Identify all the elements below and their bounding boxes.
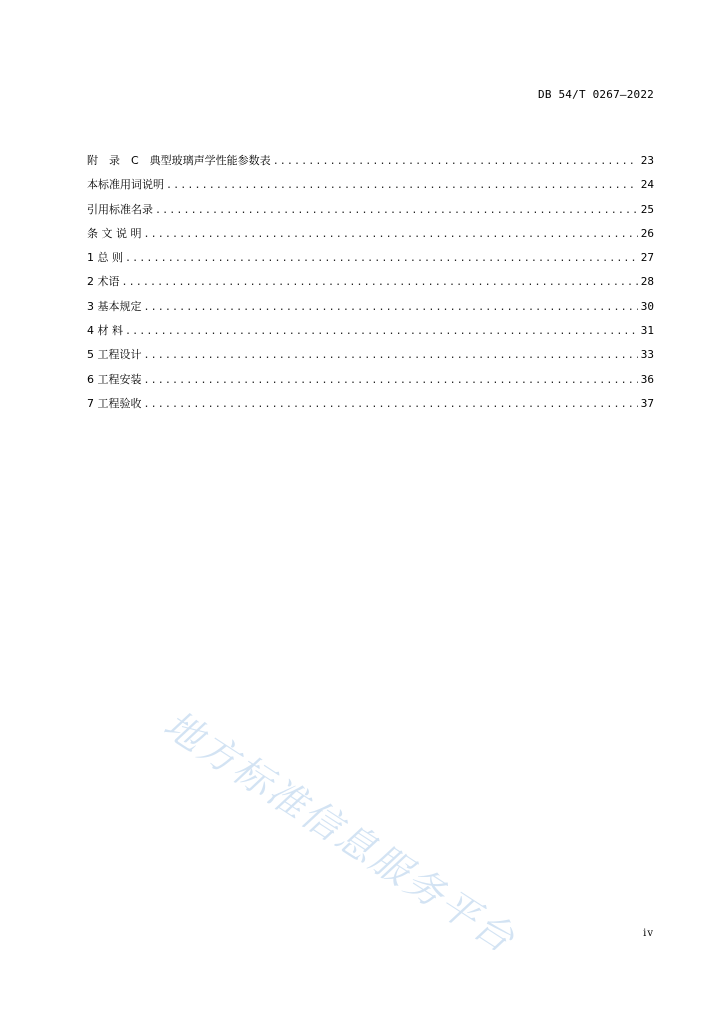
toc-entry-title: 4 材 料 bbox=[87, 324, 123, 338]
toc-entry-page: 24 bbox=[640, 178, 654, 192]
toc-leader-dots bbox=[144, 372, 639, 390]
toc-entry-title: 引用标准名录 bbox=[87, 202, 153, 216]
toc-entry[interactable] bbox=[87, 201, 654, 225]
toc-entry-title: 本标准用词说明 bbox=[87, 178, 164, 192]
table-of-contents bbox=[87, 152, 654, 419]
toc-entry-title: 5 工程设计 bbox=[87, 348, 142, 362]
watermark: 地方标准信息服务平台 bbox=[156, 701, 524, 963]
toc-leader-dots bbox=[125, 250, 638, 268]
toc-leader-dots bbox=[166, 177, 638, 195]
toc-leader-dots bbox=[122, 274, 639, 292]
toc-leader-dots bbox=[144, 347, 639, 365]
toc-entry-page: 31 bbox=[640, 324, 654, 338]
toc-entry-page: 28 bbox=[640, 275, 654, 289]
toc-entry-title: 1 总 则 bbox=[87, 251, 123, 265]
toc-leader-dots bbox=[144, 226, 639, 244]
toc-entry-page: 37 bbox=[640, 396, 654, 410]
document-code-header: DB 54/T 0267—2022 bbox=[538, 88, 654, 101]
toc-entry[interactable] bbox=[87, 249, 654, 273]
toc-entry-title: 3 基本规定 bbox=[87, 299, 142, 313]
toc-leader-dots bbox=[155, 202, 638, 220]
toc-entry-title: 7 工程验收 bbox=[87, 396, 142, 410]
toc-entry[interactable] bbox=[87, 152, 654, 176]
toc-entry[interactable] bbox=[87, 176, 654, 200]
toc-entry-title: 条 文 说 明 bbox=[87, 226, 142, 240]
toc-entry[interactable] bbox=[87, 225, 654, 249]
toc-entry-page: 26 bbox=[640, 226, 654, 240]
page-number: iv bbox=[643, 928, 654, 939]
toc-entry[interactable] bbox=[87, 298, 654, 322]
toc-entry[interactable] bbox=[87, 322, 654, 346]
toc-leader-dots bbox=[144, 299, 639, 317]
toc-entry-page: 27 bbox=[640, 251, 654, 265]
toc-entry-page: 33 bbox=[640, 348, 654, 362]
toc-entry-title: 附 录 C 典型玻璃声学性能参数表 bbox=[87, 154, 271, 167]
toc-entry-title: 6 工程安装 bbox=[87, 372, 142, 386]
toc-entry[interactable] bbox=[87, 273, 654, 297]
toc-entry-page: 30 bbox=[640, 299, 654, 313]
toc-entry-page: 25 bbox=[640, 202, 654, 216]
toc-leader-dots bbox=[144, 396, 639, 414]
toc-entry-page: 23 bbox=[640, 154, 654, 167]
toc-entry[interactable] bbox=[87, 395, 654, 419]
toc-entry[interactable] bbox=[87, 371, 654, 395]
toc-leader-dots bbox=[273, 153, 638, 171]
toc-leader-dots bbox=[125, 323, 638, 341]
toc-entry[interactable] bbox=[87, 346, 654, 370]
toc-entry-page: 36 bbox=[640, 372, 654, 386]
toc-entry-title: 2 术语 bbox=[87, 275, 120, 289]
